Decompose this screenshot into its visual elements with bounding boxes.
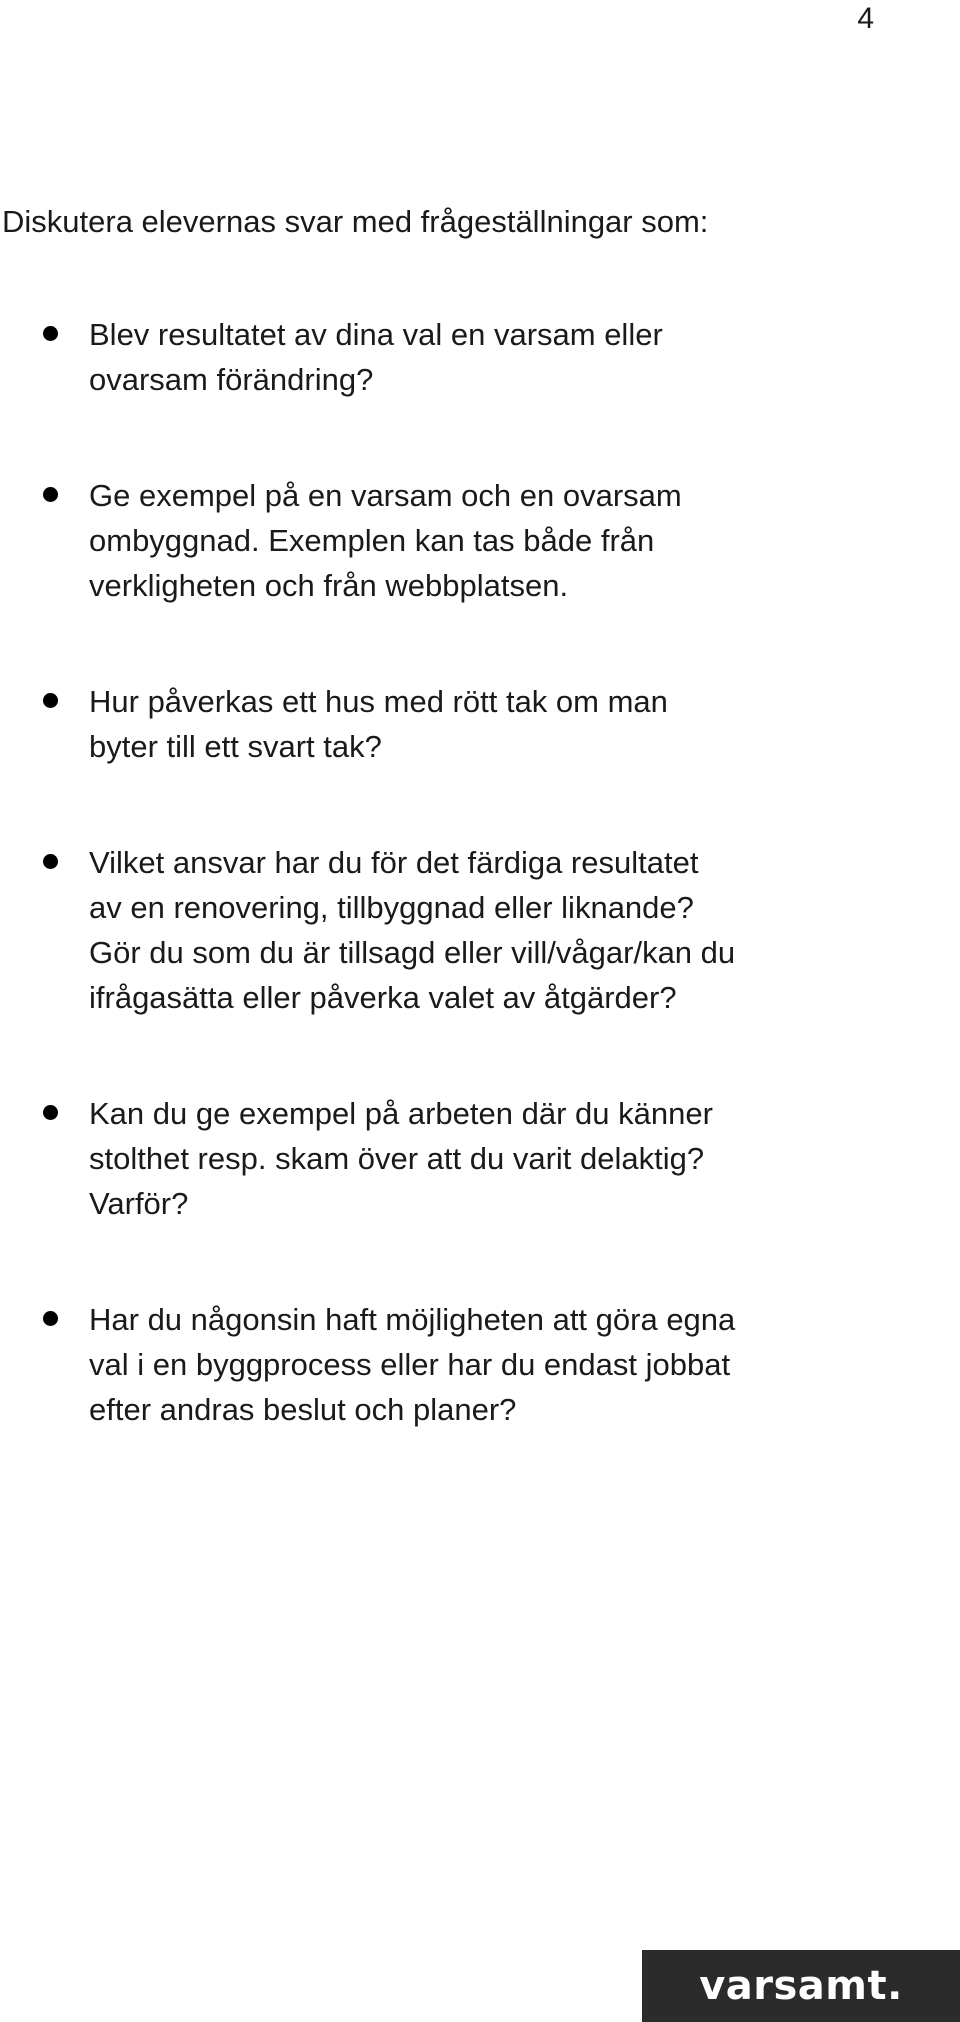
question-text: Kan du ge exempel på arbeten där du känner stolthet resp. skam över att du varit delaktig? Varför? bbox=[89, 1096, 713, 1221]
intro-text: Diskutera elevernas svar med frågeställningar som: bbox=[2, 204, 709, 239]
question-text: Har du någonsin haft möjligheten att göra egna val i en byggprocess eller har du endast jobbat efter andras beslut och planer? bbox=[89, 1302, 736, 1427]
bullet-icon bbox=[43, 693, 58, 708]
list-item bbox=[0, 840, 850, 1020]
list-item bbox=[0, 1297, 850, 1432]
bullet-icon bbox=[43, 326, 58, 341]
varsamt-logo bbox=[642, 1950, 960, 2022]
question-list bbox=[0, 312, 850, 1503]
page-number: 4 bbox=[857, 2, 874, 35]
list-item bbox=[0, 473, 850, 608]
logo-text: varsamt. bbox=[699, 1963, 903, 2009]
list-item bbox=[0, 679, 850, 769]
bullet-icon bbox=[43, 854, 58, 869]
bullet-icon bbox=[43, 1311, 58, 1326]
question-text: Blev resultatet av dina val en varsam eller ovarsam förändring? bbox=[89, 317, 663, 397]
list-item bbox=[0, 1091, 850, 1226]
list-item bbox=[0, 312, 850, 402]
bullet-icon bbox=[43, 1105, 58, 1120]
question-text: Vilket ansvar har du för det färdiga resultatet av en renovering, tillbyggnad eller liknande? Gör du som du är tillsagd eller vill/vågar/kan du ifrågasätta eller påverka valet av åtgärder? bbox=[89, 845, 736, 1015]
question-text: Ge exempel på en varsam och en ovarsam ombyggnad. Exemplen kan tas både från verkligheten och från webbplatsen. bbox=[89, 478, 682, 603]
bullet-icon bbox=[43, 487, 58, 502]
question-text: Hur påverkas ett hus med rött tak om man byter till ett svart tak? bbox=[89, 684, 668, 764]
